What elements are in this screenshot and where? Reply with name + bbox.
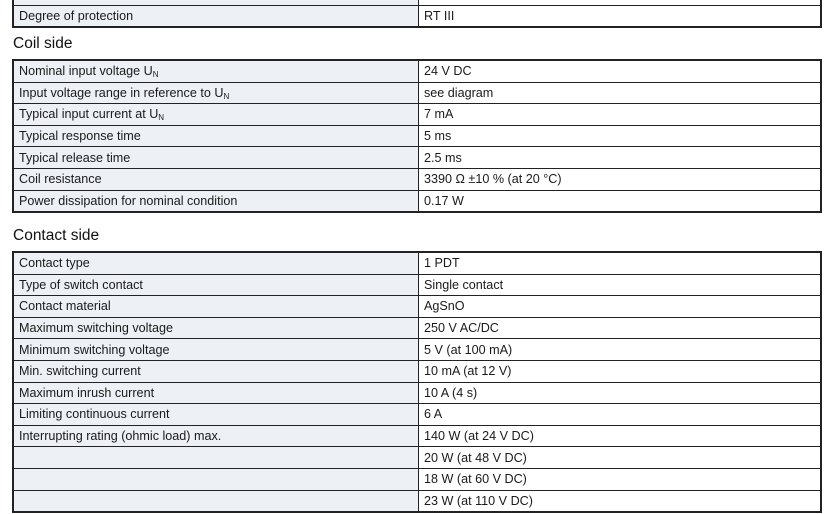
label-text: Input voltage range in reference to U (19, 85, 224, 100)
table-row (13, 425, 821, 447)
row-value: 2.5 ms (419, 147, 822, 169)
row-value: see diagram (419, 82, 822, 104)
row-label: Typical response time (13, 125, 419, 147)
coil-side-table (12, 59, 822, 213)
label-subscript: N (158, 113, 165, 123)
row-value: 5 ms (419, 125, 822, 147)
label-text: Nominal input voltage U (19, 64, 153, 79)
row-label: Typical release time (13, 147, 419, 169)
row-value: 18 W (at 60 V DC) (419, 468, 822, 490)
row-label: Coil resistance (13, 168, 419, 190)
row-label: Type of switch contact (13, 274, 419, 296)
table-row (13, 447, 821, 469)
table-row (13, 360, 821, 382)
table-row (13, 317, 821, 339)
row-value: 0.17 W (419, 190, 822, 212)
row-label (13, 104, 419, 126)
row-label: Min. switching current (13, 360, 419, 382)
row-value: 140 W (at 24 V DC) (419, 425, 822, 447)
row-value: Single contact (419, 274, 822, 296)
row-label: Limiting continuous current (13, 404, 419, 426)
table-row (13, 168, 821, 190)
row-value: 3390 Ω ±10 % (at 20 °C) (419, 168, 822, 190)
row-value: RT III (419, 5, 822, 27)
row-value: 1 PDT (419, 252, 822, 274)
row-label (13, 468, 419, 490)
row-value: 6 A (419, 404, 822, 426)
table-row (13, 60, 821, 82)
row-label: Contact type (13, 252, 419, 274)
table-row (13, 82, 821, 104)
table-row (13, 339, 821, 361)
table-row (13, 490, 821, 512)
row-label (13, 60, 419, 82)
table-row (13, 147, 821, 169)
row-value: 250 V AC/DC (419, 317, 822, 339)
label-subscript: N (223, 91, 230, 101)
row-value: 10 A (4 s) (419, 382, 822, 404)
label-text: Typical input current at U (19, 107, 159, 122)
row-label: Contact material (13, 296, 419, 318)
table-row (13, 252, 821, 274)
table-row (13, 404, 821, 426)
table-row (13, 190, 821, 212)
row-label: Maximum switching voltage (13, 317, 419, 339)
row-value: 20 W (at 48 V DC) (419, 447, 822, 469)
row-label: Minimum switching voltage (13, 339, 419, 361)
table-row (13, 468, 821, 490)
table-row (13, 274, 821, 296)
row-label: Degree of protection (13, 5, 419, 27)
row-value: AgSnO (419, 296, 822, 318)
table-row (13, 296, 821, 318)
coil-side-heading: Coil side (13, 35, 73, 52)
row-value: 24 V DC (419, 60, 822, 82)
table-row (13, 382, 821, 404)
general-table (12, 0, 822, 28)
row-label: Interrupting rating (ohmic load) max. (13, 425, 419, 447)
row-value: 7 mA (419, 104, 822, 126)
table-row (13, 104, 821, 126)
row-value: 5 V (at 100 mA) (419, 339, 822, 361)
row-value: 23 W (at 110 V DC) (419, 490, 822, 512)
row-label: Maximum inrush current (13, 382, 419, 404)
row-label (13, 82, 419, 104)
row-label (13, 447, 419, 469)
row-value: 10 mA (at 12 V) (419, 360, 822, 382)
row-label (13, 490, 419, 512)
table-row (13, 5, 821, 27)
row-label: Power dissipation for nominal condition (13, 190, 419, 212)
table-row (13, 125, 821, 147)
label-subscript: N (152, 70, 159, 80)
contact-side-heading: Contact side (13, 227, 100, 244)
contact-side-table (12, 251, 822, 513)
